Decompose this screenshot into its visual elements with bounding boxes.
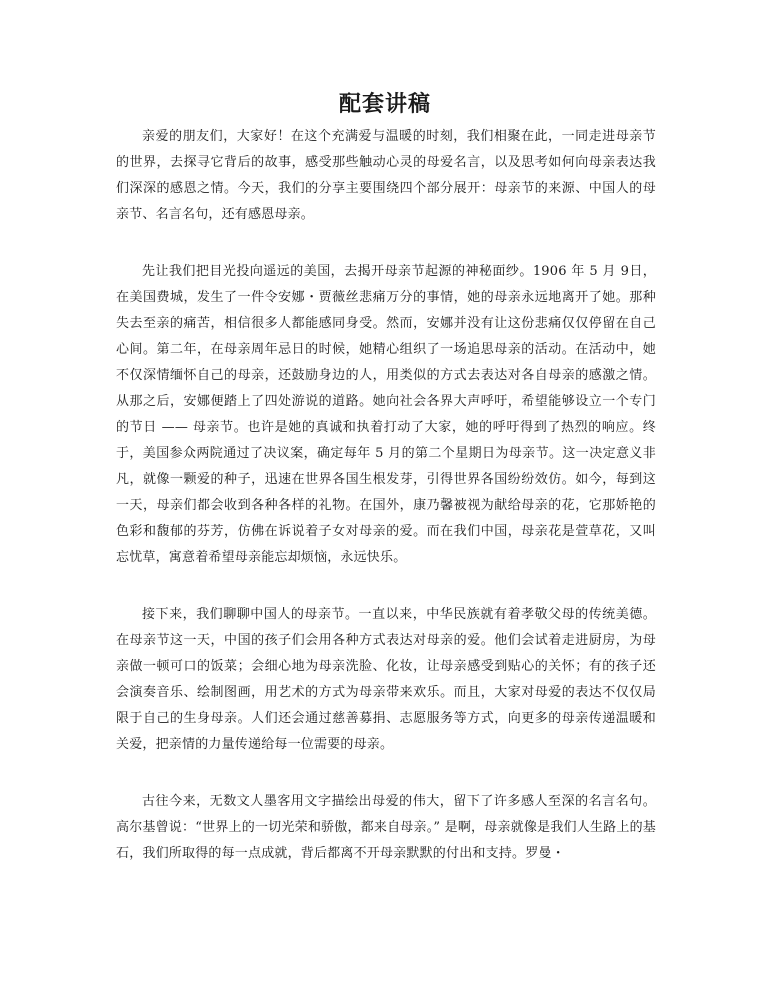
paragraph-origin: 先让我们把目光投向遥远的美国，去揭开母亲节起源的神秘面纱。1906 年 5 月 9日，在美国费城，发生了一件令安娜・贾薇丝悲痛万分的事情，她的母亲永远地离开了她。那种失去至亲的痛苦，相信很多人都能感同身受。然而，安娜并没有让这份悲痛仅仅停留在自己心间。第二年，在母亲周年忌日的时候，她精心组织了一场追思母亲的活动。在活动中，她不仅深情缅怀自己的母亲，还鼓励身边的人，用类似的方式去表达对各自母亲的感激之情。从那之后，安娜便踏上了四处游说的道路。她向社会各界大声呼吁，希望能够设立一个专门的节日 —— 母亲节。也许是她的真诚和执着打动了大家，她的呼吁得到了热烈的响应。终于，美国参众两院通过了决议案，确定每年 5 月的第二个星期日为母亲节。这一决定意义非凡，就像一颗爱的种子，迅速在世界各国生根发芽，引得世界各国纷纷效仿。如今，每到这一天，母亲们都会收到各种各样的礼物。在国外，康乃馨被视为献给母亲的花，它那娇艳的色彩和馥郁的芬芳，仿佛在诉说着子女对母亲的爱。而在我们中国，母亲花是萱草花，又叫忘忧草，寓意着希望母亲能忘却烦恼，永远快乐。: [116, 264, 656, 565]
page-title: 配套讲稿: [338, 91, 431, 117]
paragraph-intro: 亲爱的朋友们，大家好！在这个充满爱与温暖的时刻，我们相聚在此，一同走进母亲节的世界，去探寻它背后的故事，感受那些触动心灵的母爱名言，以及思考如何向母亲表达我们深深的感恩之情。今天，我们的分享主要围绕四个部分展开：母亲节的来源、中国人的母亲节、名言名句，还有感恩母亲。: [116, 129, 656, 222]
speech-body: [116, 124, 656, 898]
paragraph-chinese-mothers-day: 接下来，我们聊聊中国人的母亲节。一直以来，中华民族就有着孝敬父母的传统美德。在母亲节这一天，中国的孩子们会用各种方式表达对母亲的爱。他们会试着走进厨房，为母亲做一顿可口的饭菜；会细心地为母亲洗脸、化妆，让母亲感受到贴心的关怀；有的孩子还会演奏音乐、绘制图画，用艺术的方式为母亲带来欢乐。而且，大家对母爱的表达不仅仅局限于自己的生身母亲。人们还会通过慈善募捐、志愿服务等方式，向更多的母亲传递温暖和关爱，把亲情的力量传递给每一位需要的母亲。: [116, 607, 656, 752]
paragraph-quotes: 古往今来，无数文人墨客用文字描绘出母爱的伟大，留下了许多感人至深的名言名句。高尔基曾说：“世界上的一切光荣和骄傲，都来自母亲。” 是啊，母亲就像是我们人生路上的基石，我们所取得的每一点成就，背后都离不开母亲默默的付出和支持。罗曼・: [116, 794, 656, 861]
